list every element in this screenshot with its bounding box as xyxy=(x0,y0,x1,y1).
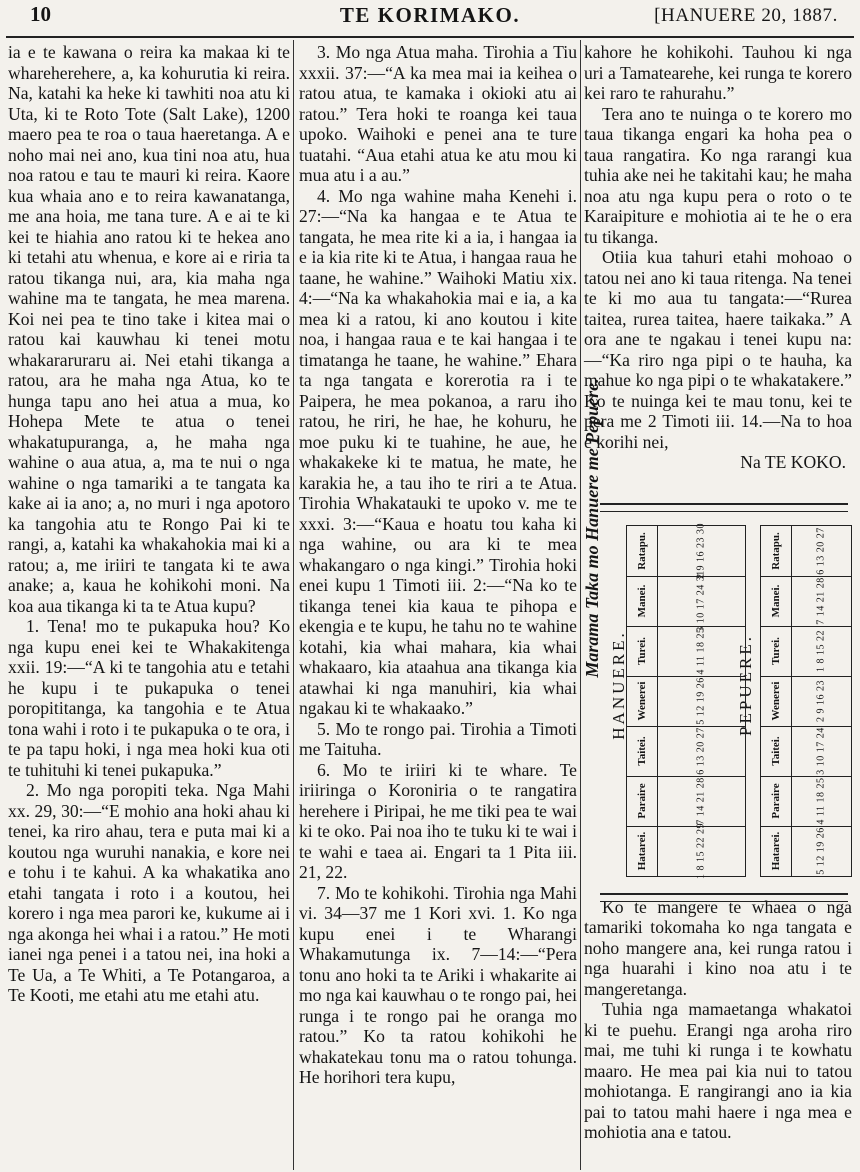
calendar-table-pepuere xyxy=(760,525,852,877)
calendar-day-name: Paraire xyxy=(770,783,782,819)
signature: Na TE KOKO. xyxy=(740,452,846,472)
calendar-dates-cell xyxy=(791,676,851,726)
article-paragraph: Tera ano te nuinga o te korero mo taua tikanga engari ka hoha pea o taua rangatira. Ko nga rarangi kua tuhia ake nei he takitahi kau; he maha noa atu nga kupu pera o roto o te Karaipiture e mohiotia ai te he o era tu tikanga. xyxy=(584,103,852,247)
calendar-day-cell xyxy=(761,576,792,626)
calendar-dates: 4 11 18 25 xyxy=(815,777,827,825)
calendar-day-cell xyxy=(761,526,792,576)
masthead xyxy=(0,0,860,40)
calendar-day-name: Manei. xyxy=(636,584,648,618)
calendar-dates: 5 12 19 26 xyxy=(815,827,827,875)
calendar-day-name: Taitei. xyxy=(770,736,782,766)
calendar-dates-cell xyxy=(791,626,851,676)
calendar-row xyxy=(761,726,851,777)
article-paragraph: kahore he kohikohi. Tauhou ki nga uri a Tamatearehe, kei runga te korero kei raro te rahurahu.” xyxy=(584,42,852,103)
article-paragraph: 7. Mo te kohikohi. Tirohia nga Mahi vi. 34—37 me 1 Kori xvi. 1. Ko nga kupu enei i te Wharangi Whakamutunga ix. 7—14:—“Pera tonu ano hoki ta te Ariki i whakarite ai mo nga kai kauwhau o te rongo pai, hei runga i te rongo pai he oranga mo ratou.” Ko ta ratou kohikohi he whakatekau tonu ma o ratou tohunga. He horihori tera kupu, xyxy=(299,882,578,1087)
calendar-dates: 4 11 18 25 xyxy=(695,627,707,675)
calendar-dates: 7 14 21 28 xyxy=(695,777,707,825)
article-paragraph: Otiia kua tahuri etahi mohoao o tatou nei ano ki taua ritenga. Na tenei te ki mo aua tu tangata:—“Rurea taitea, rurea taitea, haere taikaka.” A ora ane te ngakau i tenei kupu na:—“Ka riro nga pipi o te hauha, ka mahue ko nga pipi o te whakatakere.” Ko te nuinga kei te mau tonu, kei te pera me 2 Timoti iii. 14.—Na to hoa e korihi nei, xyxy=(584,247,852,452)
calendar-day-cell xyxy=(627,726,658,776)
calendar-dates-cell xyxy=(657,626,745,676)
article-paragraph: 1. Tena! mo te pukapuka hou? Ko nga kupu enei kei te Whakakitenga xxii. 19:—“A ki te tangohia atu e tetahi he kupu i te pukapuka o tenei poropititanga, ka tangohia e te Atua tona wahi i roto i te pukapuka o te ora, i te pa tapu hoki, i nga mea hoki kua oti te tuhituhi ki tenei pukapuka.” xyxy=(8,616,290,780)
header-rule xyxy=(6,36,854,38)
calendar-month-label: HANUERE. xyxy=(609,630,628,740)
calendar-table-hanuere xyxy=(626,525,746,877)
calendar-dates: 3 10 17 24 31 xyxy=(695,570,707,632)
calendar-row xyxy=(627,523,745,579)
calendar-day-cell xyxy=(627,676,658,726)
article-paragraph: 2. Mo nga poropiti teka. Nga Mahi xx. 29, 30:—“E mohio ana hoki ahau ki tenei, ka riro ahau, tera e puta mai ki a koutou nga wuruhi nanakia, e kore nei e tohu i te kahui. A ka whakatika ano etahi tangata i roto i a koutou, hei korero i nga mea parori ke, kukume ai i nga akonga hei whai i a ratou.” He moti ianei nga penei i a tatou nei, ina hoki a Te Ua, a Te Whiti, a Te Potangaroa, a Te Kooti, me etahi atu me etahi atu. xyxy=(8,780,290,1005)
calendar-dates: 3 10 17 24 xyxy=(815,727,827,775)
calendar-day-cell xyxy=(761,676,792,726)
calendar-month-label: PEPUERE. xyxy=(736,634,755,736)
calendar-day-name: Manei. xyxy=(770,584,782,618)
article-paragraph: Ko te mangere te whaea o nga tamariki tokomaha ko nga tangata e noho mangere ana, kei runga ratou i nga huarahi i kino noa atu i te mangeretanga. xyxy=(584,896,852,999)
calendar-dates-cell xyxy=(791,526,851,576)
calendar-day-name: Ratapu. xyxy=(636,532,648,570)
calendar-row xyxy=(761,776,851,827)
calendar-dates-cell xyxy=(657,823,745,879)
calendar-row xyxy=(627,676,745,727)
page-number: 10 xyxy=(30,2,51,26)
calendar-title: Marama Taka mo Hanuere me Pepuere. xyxy=(582,378,602,678)
calendar-day-cell xyxy=(761,826,792,876)
calendar-row xyxy=(761,576,851,627)
calendar-day-cell xyxy=(627,776,658,826)
calendar-day-cell xyxy=(761,726,792,776)
calendar-row xyxy=(761,526,851,577)
calendar-dates: 1 8 15 22 xyxy=(815,630,827,672)
calendar-day-cell xyxy=(627,826,658,876)
calendar-dates: 5 12 19 26 xyxy=(695,677,707,725)
calendar-dates-cell xyxy=(791,726,851,776)
calendar-day-cell xyxy=(761,626,792,676)
calendar-day-name: Taitei. xyxy=(636,736,648,766)
calendar-dates-cell xyxy=(791,776,851,826)
calendar-row xyxy=(627,626,745,677)
calendar-bottom-rule xyxy=(600,893,848,902)
calendar-dates: 2 9 16 23 xyxy=(815,680,827,722)
calendar-day-name: Wenerei xyxy=(636,681,648,721)
calendar-dates-cell xyxy=(657,726,745,776)
calendar-dates-cell xyxy=(657,523,745,579)
calendar-dates: 7 14 21 28 xyxy=(815,577,827,625)
calendar-dates-cell xyxy=(657,676,745,726)
issue-date: [ HANUERE 20, 1887. xyxy=(654,5,838,27)
article-paragraph: 6. Mo te iriiri ki te whare. Te iriiringa o Koroniria o te rangatira herehere i Piripai, he me tiki pea te wai ki te oko. Pai noa iho te tuku ki te wai i te wahi e taea ai. Engari ta 1 Pita iii. 21, 22. xyxy=(299,759,577,882)
article-paragraph: 3. Mo nga Atua maha. Tirohia a Tiu xxxii. 37:—“A ka mea mai ia keihea o ratou atua, te kamaka i okioki atu ai ratou.” Tera hoki te roanga kei taua upoko. Waihoki e penei ana te ture tuatahi. “Aua etahi atua ke atu mou ki mua atu i a au.” xyxy=(299,42,577,185)
calendar-day-cell xyxy=(761,776,792,826)
article-column-1 xyxy=(8,42,290,1006)
column-divider xyxy=(293,40,294,1170)
article-paragraph: 5. Mo te rongo pai. Tirohia a Timoti me Taituha. xyxy=(299,718,577,759)
article-paragraph: ia e te kawana o reira ka makaa ki te whareherehere, a, ka kohurutia ki reira. Na, katahi ka heke ki tawhiti noa atu ki Uta, ki te Roto Tote (Salt Lake), 1200 maero pea te roa o taua haeretanga. A e noho mai nei ano, kua tini noa atu, hua noa ratou e tau te mauri ki reira. Kaore kua whaia ano e to reira kawanatanga, me ana hoia, me tana ture. A e ai te ki kei te hiahia ano ratou ki te hekea ano ki tetahi atu whenua, e kore ai e riria ta ratou tikanga nui, ara, kia maha nga wahine ma te tangata, he mea marena. Koi nei pea te tino take i kitea mai o ratou kai kauwhau ki tenei motu whakararuraru ai. Nei etahi tikanga a ratou, ara he maha nga Atua, ko te hunga tapu ano hei atua a mua, ko Hohepa Mete te atua o tenei whakatupuranga, a, he maha nga wahine o aua atua, a, ma te nui o nga wahine o nga tamariki a te tangata ka kake ai ia ano; a, no muri i nga apotoro ka tangohia atu te Rongo Pai ki te rangi, a, katahi ka whakahokia mai ki a ratou; a, me iriiri te tangata ki te awa anake; a, kaua he kohikohi moni. Na koa aua tikanga ki ta te Atua kupu? xyxy=(8,42,290,616)
calendar-day-name: Turei. xyxy=(636,637,648,665)
calendar-day-name: Turei. xyxy=(770,637,782,665)
calendar-day-cell xyxy=(627,576,658,626)
calendar-day-name: Ratapu. xyxy=(770,532,782,570)
article-paragraph: Tuhia nga mamaetanga whakatoi ki te puehu. Erangi nga aroha riro mai, me tuhi ki runga i te kowhatu maaro. He mea pai kia nui to tatou mohiotanga. E rangirangi ano ia kia pai to tatou mahi haere i nga mea e mohiotia ana e tatou. xyxy=(584,999,852,1142)
calendar-day-name: Hatarei. xyxy=(636,831,648,871)
calendar-row xyxy=(627,726,745,777)
calendar-row xyxy=(627,823,745,879)
calendar-day-name: Paraire xyxy=(636,783,648,819)
calendar-dates-cell xyxy=(791,576,851,626)
calendar-dates: 6 13 20 27 xyxy=(695,727,707,775)
calendar-day-cell xyxy=(627,626,658,676)
calendar-day-name: Hatarei. xyxy=(770,831,782,871)
calendar-row xyxy=(761,676,851,727)
calendar-dates: 6 13 20 27 xyxy=(815,527,827,575)
calendar-row xyxy=(627,570,745,632)
article-column-2 xyxy=(299,42,577,1088)
calendar-row xyxy=(761,826,851,876)
article-paragraph: 4. Mo nga wahine maha Kenehi i. 27:—“Na ka hangaa e te Atua te tangata, he mea rite ki a ia, i hangaa ia e ia kia rite ki te Atua, i hangaa raua he taane, he wahine.” Waihoki Matiu xix. 4:—“Na ka whakahokia mai e ia, a ka mea ki a ratou, ki ano koutou i kite noa, i hangaa raua e te kai hangaa i te timatanga he taane, he wahine.” Ehara ta nga tangata e korerotia ra i te Paipera, he mea pokanoa, a raru iho ratou, he riri, he hae, he kohuru, he moe puku ki te tuahine, he aue, he whakakeke ki te matua, he mate, he karakia he, a tau iho te riri a te Atua. Tirohia Whakatauki te upoko v. me te xxxi. 3:—“Kaua e hoatu tou kaha ki nga wahine, ou ara ki te mea whakangaro o nga kingi.” Tirohia hoki enei kupu 1 Timoti iii. 2:—“Na ko te tikanga tenei kia kaua te pihopa e ekengia e te kupu, he tahu no te wahine kotahi, kia whai mahara, kia whai whakaaro, kia ataahua ana tikanga kia atawhai ki nga manuhiri, kia whai ngakau ki te whakaako.” xyxy=(299,185,577,718)
calendar-day-name: Wenerei xyxy=(770,681,782,721)
calendar-dates: 2 9 16 23 30 xyxy=(695,523,707,579)
calendar-row xyxy=(761,626,851,677)
calendar-top-rule xyxy=(600,503,848,512)
calendar-dates-cell xyxy=(657,776,745,826)
calendar-row xyxy=(627,776,745,827)
calendar-dates-cell xyxy=(791,826,851,876)
calendar-day-cell xyxy=(627,526,658,576)
calendar-dates: 1 8 15 22 29 xyxy=(695,823,707,879)
paper-name: TE KORIMAKO. xyxy=(339,3,521,27)
calendar-dates-cell xyxy=(657,570,745,632)
